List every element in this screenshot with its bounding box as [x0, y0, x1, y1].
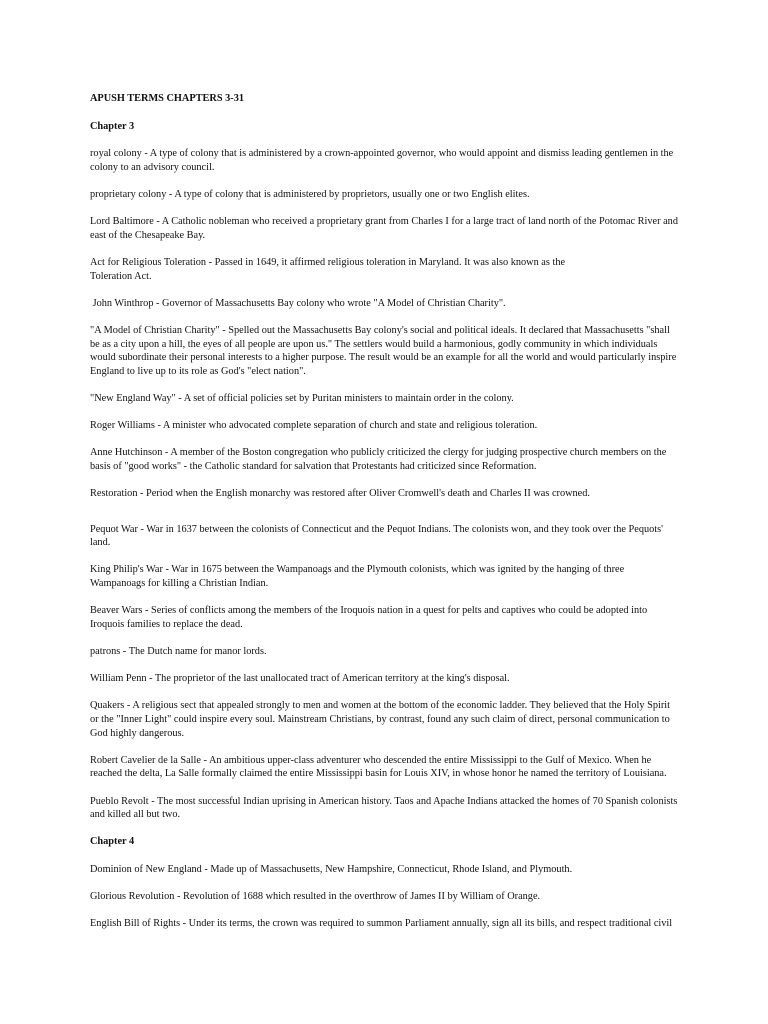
term-act-for-religious-toleration: Act for Religious Toleration - Passed in 1649, it affirmed religious toleration in Maryland. It was also known as the Toleration Act.	[90, 256, 566, 282]
term-robert-cavelier-de-la-salle: Robert Cavelier de la Salle - An ambitious upper-class adventurer who descended the entire Mississippi to the Gulf of Mexico. When he reached the delta, La Salle formally claimed the entire Mississippi basin for Louis XIV, in whose honor he named the territory of Louisiana.	[90, 754, 667, 780]
term-william-penn: William Penn - The proprietor of the last unallocated tract of American territory at the king's disposal.	[90, 673, 510, 685]
term-restoration: Restoration - Period when the English monarchy was restored after Oliver Cromwell's death and Charles II was crowned.	[90, 488, 590, 500]
term-king-philips-war: King Philip's War - War in 1675 between the Wampanoags and the Plymouth colonists, which was ignited by the hanging of three Wampanoags for killing a Christian Indian.	[90, 564, 625, 589]
term-anne-hutchinson: Anne Hutchinson - A member of the Boston congregation who publicly criticized the clergy for judging prospective church members on the basis of "good works" - the Catholic standard for salvation that Protestants had criticized since Reformation.	[90, 447, 667, 472]
term-quakers: Quakers - A religious sect that appealed strongly to men and women at the bottom of the economic ladder. They believed that the Holy Spirit or the "Inner Light" could inspire every soul. Mainstream Christians, by contrast, found any such claim of direct, personal communication to God highly dangerous.	[90, 700, 671, 739]
term-patrons: patrons - The Dutch name for manor lords.	[90, 645, 267, 657]
document-page	[90, 92, 680, 944]
term-dominion-of-new-england: Dominion of New England - Made up of Massachusetts, New Hampshire, Connecticut, Rhode Island, and Plymouth.	[90, 863, 573, 875]
term-beaver-wars: Beaver Wars - Series of conflicts among the members of the Iroquois nation in a quest for pelts and captives who could be adopted into Iroquois families to replace the dead.	[90, 605, 648, 630]
term-pequot-war: Pequot War - War in 1637 between the colonists of Connecticut and the Pequot Indians. The colonists won, and they took over the Pequots' land.	[90, 523, 664, 549]
term-new-england-way: "New England Way" - A set of official policies set by Puritan ministers to maintain order in the colony.	[90, 392, 514, 404]
term-pueblo-revolt: Pueblo Revolt - The most successful Indian uprising in American history. Taos and Apache Indians attacked the homes of 70 Spanish colonists and killed all but two.	[90, 795, 678, 821]
chapter-3-heading: Chapter 3	[90, 120, 135, 132]
term-john-winthrop: John Winthrop - Governor of Massachusetts Bay colony who wrote "A Model of Christian Charity".	[90, 297, 506, 309]
term-glorious-revolution: Glorious Revolution - Revolution of 1688 which resulted in the overthrow of James II by William of Orange.	[90, 891, 541, 903]
term-lord-baltimore: Lord Baltimore - A Catholic nobleman who received a proprietary grant from Charles I for a large tract of land north of the Potomac River and east of the Chesapeake Bay.	[90, 216, 678, 241]
term-english-bill-of-rights: English Bill of Rights - Under its terms, the crown was required to summon Parliament annually, sign all its bills, and respect traditional civil	[90, 918, 673, 930]
term-proprietary-colony: proprietary colony - A type of colony that is administered by proprietors, usually one or two English elites.	[90, 188, 530, 200]
term-roger-williams: Roger Williams - A minister who advocated complete separation of church and state and religious toleration.	[90, 420, 538, 432]
document-title: APUSH TERMS CHAPTERS 3-31	[90, 93, 244, 104]
term-model-of-christian-charity: "A Model of Christian Charity" - Spelled out the Massachusetts Bay colony's social and political ideals. It declared that Massachusetts "shall be as a city upon a hill, the eyes of all people are upon us." The settlers would build a harmonious, godly community in which individuals would subordinate their personal interests to a higher purpose. The result would be an example for all the world and would particularly inspire England to live up to its role as God's "elect nation".	[90, 324, 677, 377]
chapter-4-heading: Chapter 4	[90, 836, 135, 848]
term-royal-colony: royal colony - A type of colony that is administered by a crown-appointed governor, who would appoint and dismiss leading gentlemen in the colony to an advisory council.	[90, 148, 674, 173]
